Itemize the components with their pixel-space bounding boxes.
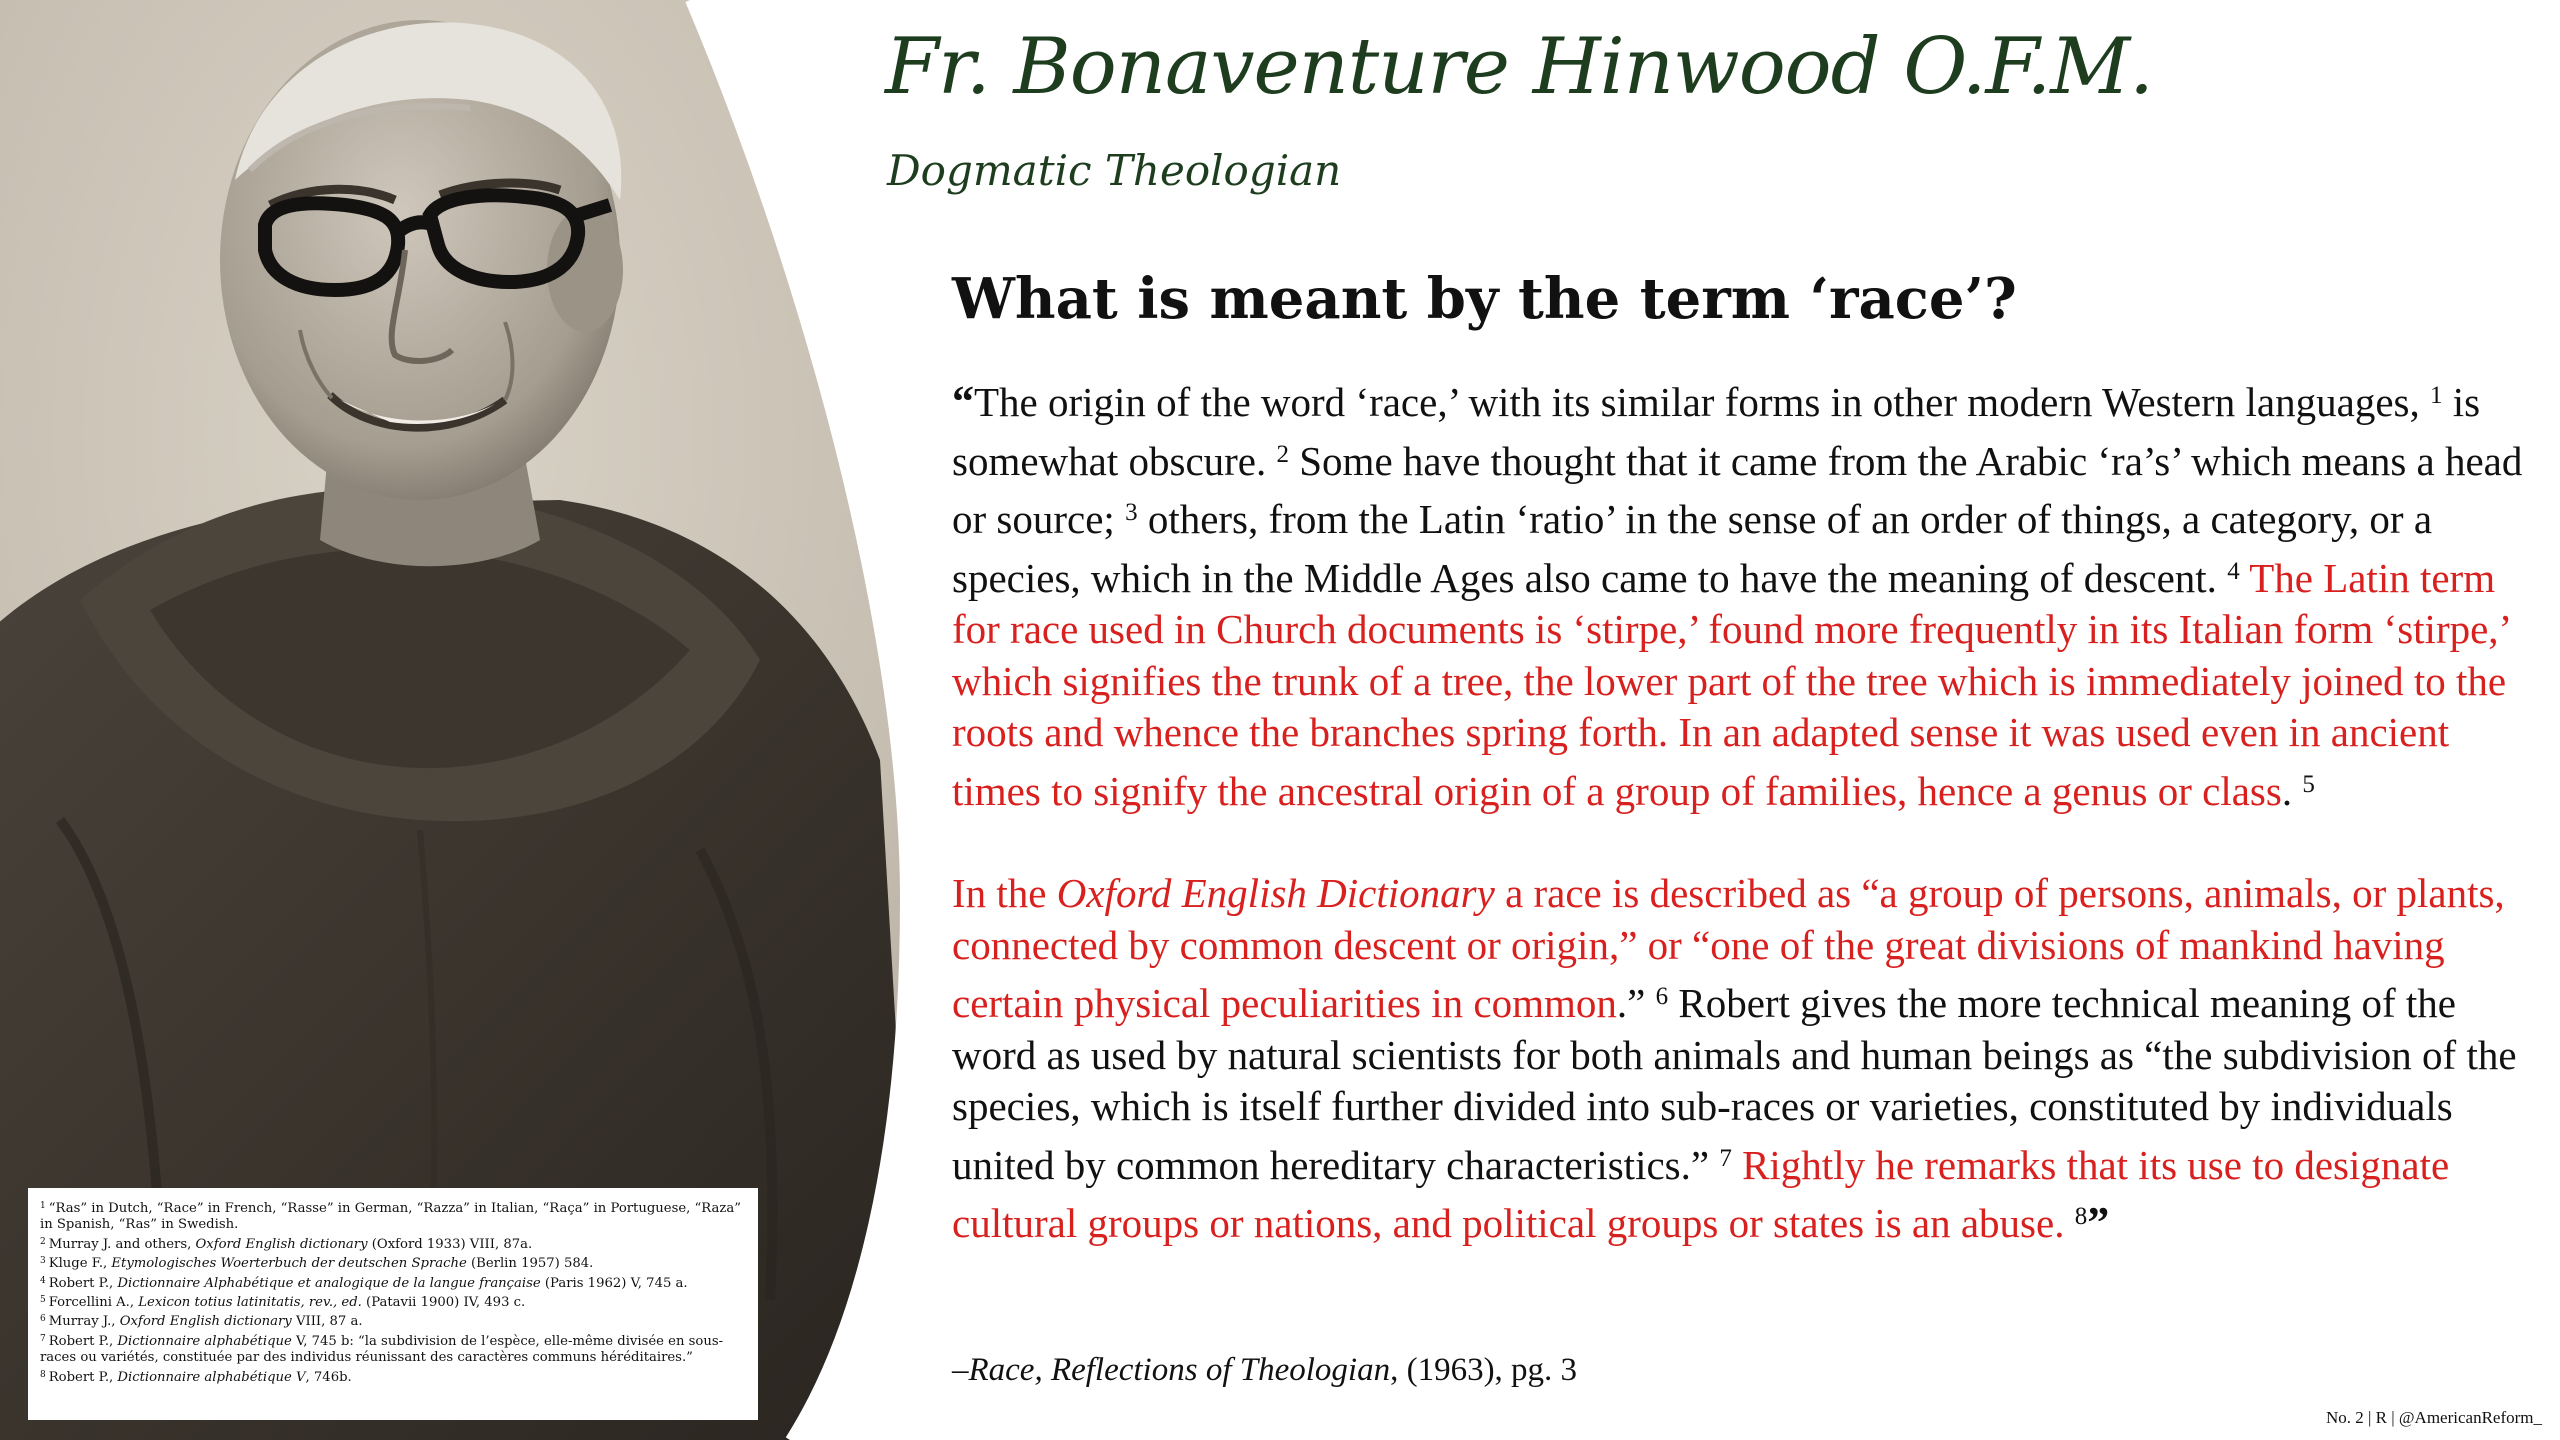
footnote-2 (40, 1234, 746, 1253)
footnote-number: 3 (40, 1256, 46, 1267)
footnote-details: (Oxford 1933) VIII, 87a. (367, 1236, 533, 1252)
citation-title: Race, Reflections of Theologian (968, 1352, 1391, 1388)
footnotes-box (28, 1188, 758, 1420)
footnote-ref-8: 8 (2074, 1203, 2088, 1230)
footnote-details: , 746b. (305, 1369, 352, 1385)
footnote-work-title: Dictionnaire alphabétique (117, 1333, 292, 1349)
footnote-6 (40, 1311, 746, 1330)
footnote-author: Robert P., (48, 1369, 118, 1385)
open-quote-mark: “ (952, 377, 974, 426)
footnote-ref-7: 7 (1719, 1144, 1732, 1172)
p2-highlight-c: Rightly he remarks that its use to designate cultural groups or nations, and political groups or states is an abuse. (952, 1141, 2450, 1246)
p2-highlight-b: a race is described as “a group of persons, animals, or plants, connected by common descent or origin,” or “one of the great divisions of mankind having certain physical peculiarities in common (952, 870, 2505, 1026)
p1-text-5: . (2281, 767, 2303, 814)
p2-highlight-a: In the (952, 870, 1057, 916)
footnote-ref-5: 5 (2302, 770, 2315, 798)
citation (952, 1352, 1577, 1389)
footnote-work-title: Lexicon totius latinitatis, rev., ed. (138, 1295, 362, 1311)
speaker-role: Dogmatic Theologian (887, 146, 1342, 195)
footnote-3 (40, 1253, 746, 1272)
footnote-number: 6 (40, 1314, 46, 1325)
footnote-text: “Ras” in Dutch, “Race” in French, “Rasse” in German, “Razza” in Italian, “Raça” in Portuguese, “Raza” in Spanish, “Ras” in Swedish. (40, 1201, 741, 1233)
footnote-5 (40, 1292, 746, 1311)
citation-dash: – (952, 1352, 969, 1388)
p1-text-1: The origin of the word ‘race,’ with its similar forms in other modern Western languages, (974, 379, 2430, 425)
footnote-author: Forcellini A., (48, 1295, 139, 1311)
footnote-work-title: Dictionnaire alphabétique V (117, 1369, 306, 1385)
footnote-number: 8 (40, 1369, 46, 1380)
footnote-work-title: Oxford English dictionary (195, 1236, 368, 1252)
footnote-ref-3: 3 (1125, 499, 1138, 526)
p2-highlight-italic: Oxford English Dictionary (1056, 870, 1495, 916)
footnote-7 (40, 1331, 746, 1367)
credit-handle: No. 2 | R | @AmericanReform_ (2325, 1408, 2542, 1427)
footnote-number: 1 (40, 1201, 46, 1211)
footnote-details: (Patavii 1900) IV, 493 c. (361, 1295, 526, 1311)
footnote-author: Kluge F., (48, 1256, 112, 1272)
footnote-8 (40, 1367, 746, 1386)
p2-text-3 (2064, 1200, 2074, 1246)
footnote-details: VIII, 87 a. (291, 1314, 363, 1330)
footnote-ref-2: 2 (1276, 440, 1289, 468)
footnote-work-title: Dictionnaire Alphabétique et analogique de la langue française (117, 1275, 541, 1291)
p1-text-3: Some have thought that it came from the Arabic ‘ra’s’ which means a head or source; (952, 437, 2523, 542)
p1-text-2: is somewhat obscure. (952, 379, 2481, 484)
close-quote-mark: ” (2087, 1198, 2110, 1247)
footnote-details: (Berlin 1957) 584. (466, 1256, 594, 1272)
p1-text-4: others, from the Latin ‘ratio’ in the sense of an order of things, a category, or a species, which in the Middle Ages also came to have the meaning of descent. (952, 496, 2433, 601)
footnote-work-title: Oxford English dictionary (119, 1314, 292, 1330)
footnote-details: V, 745 b: “la subdivision de l’espèce, elle-même divisée en sous- races ou variétés, constituée par des individus réunissant des caractères communs héréditaires.” (40, 1333, 724, 1366)
p2-text-2: Robert gives the more technical meaning of the word as used by natural scientists for both animals and human beings as “the subdivision of the species, which is itself further divided into sub-races or varieties, constituted by individuals united by common hereditary characteristics.” (952, 980, 2517, 1188)
footnote-ref-1: 1 (2429, 382, 2443, 409)
footnote-ref-4: 4 (2227, 557, 2240, 585)
footnote-author: Robert P., (48, 1275, 118, 1291)
citation-details: , (1963), pg. 3 (1390, 1352, 1578, 1388)
footnote-author: Murray J. and others, (48, 1236, 196, 1252)
footnote-1 (40, 1198, 746, 1234)
footnote-author: Murray J., (48, 1314, 120, 1330)
footnote-ref-6: 6 (1655, 983, 1669, 1010)
quote-paragraph-2 (952, 868, 2537, 1250)
p1-highlight: The Latin term for race used in Church documents is ‘stirpe,’ found more frequently in its Italian form ‘stirpe,’ which signifies the trunk of a tree, the lower part of the tree which is immediately joined to the roots and whence the branches spring forth. In an adapted sense it was used even in ancient times to signify the ancestral origin of a group of families, hence a genus or class (952, 554, 2510, 814)
footnote-details: (Paris 1962) V, 745 a. (540, 1275, 688, 1291)
p2-text-1: .” (1616, 980, 1656, 1026)
quote-paragraph-1 (952, 370, 2537, 817)
footnote-4 (40, 1273, 746, 1292)
footnote-number: 5 (40, 1295, 46, 1306)
footnote-author: Robert P., (48, 1333, 118, 1349)
section-heading: What is meant by the term ‘race’? (952, 266, 2017, 332)
footnote-number: 7 (40, 1333, 46, 1344)
footnote-number: 2 (40, 1236, 46, 1247)
speaker-name: Fr. Bonaventure Hinwood O.F.M. (885, 22, 2153, 112)
footnote-number: 4 (40, 1275, 46, 1286)
footnote-work-title: Etymologisches Woerterbuch der deutschen Sprache (111, 1256, 467, 1272)
